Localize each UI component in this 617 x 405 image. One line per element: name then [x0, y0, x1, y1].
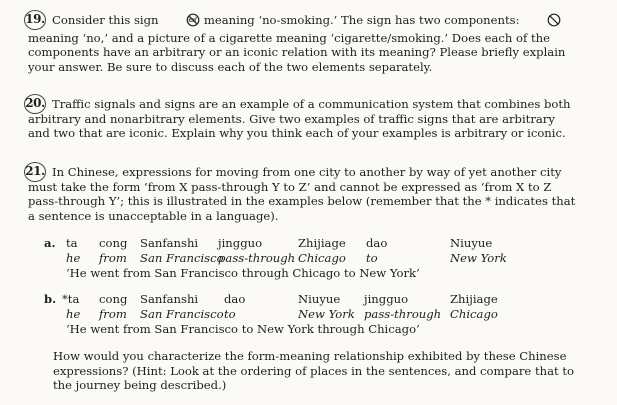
word: Niuyue	[298, 292, 341, 306]
example-b-gloss	[44, 307, 564, 322]
word: Zhijiage	[450, 292, 498, 306]
question-19-text-a: Consider this sign	[52, 13, 159, 27]
example-b-translation: ‘He went from San Francisco to New York through Chicago’	[66, 322, 420, 336]
question-19-text-c: meaning ‘no,’ and a picture of a cigarette meaning ‘cigarette/smoking.’ Does each of the components have an arbitrary or an iconic relation with its meaning? Please briefly explain your answer. Be sure to discuss each of the two elements separately.	[28, 30, 566, 75]
question-19-text-b: meaning ‘no-smoking.’ The sign has two components:	[203, 13, 520, 27]
gloss: to	[366, 251, 378, 265]
gloss: San Francisco	[140, 307, 224, 321]
gloss: Chicago	[450, 307, 498, 321]
question-21-followup	[53, 349, 576, 393]
example-a-chinese	[44, 236, 564, 251]
gloss: to	[224, 307, 236, 321]
question-20	[25, 96, 576, 141]
example-b-label: b.	[44, 292, 57, 306]
word: Zhijiage	[298, 236, 346, 250]
word: Niuyue	[450, 236, 493, 250]
example-b-chinese	[44, 292, 564, 307]
word: jingguo	[364, 292, 409, 306]
gloss: he	[66, 307, 81, 321]
example-a-translation: ‘He went from San Francisco through Chicago to New York’	[66, 266, 420, 280]
gloss: pass-through	[364, 307, 442, 321]
gloss: he	[66, 251, 81, 265]
question-19-text	[28, 13, 576, 75]
word: dao	[224, 292, 246, 306]
question-21	[25, 164, 576, 224]
example-a-gloss	[44, 251, 564, 266]
gloss: Chicago	[298, 251, 346, 265]
gloss: New York	[298, 307, 355, 321]
question-number-19: 19.	[24, 10, 46, 30]
word: dao	[366, 236, 388, 250]
word: cong	[99, 236, 128, 250]
word: ta	[66, 236, 78, 250]
example-a-label: a.	[44, 236, 56, 250]
followup-text: How would you characterize the form-meaning relationship exhibited by these Chinese expressions? (Hint: Look at the ordering of places in the sentences, and compare that to the journey being described.)	[53, 349, 574, 393]
gloss: New York	[450, 251, 507, 265]
word: Sanfanshi	[140, 236, 199, 250]
gloss: from	[99, 307, 127, 321]
no-smoking-icon	[162, 13, 200, 31]
prohibition-circle-icon	[523, 13, 561, 31]
gloss: pass-through	[218, 251, 296, 265]
gloss: from	[99, 251, 127, 265]
question-21-text: In Chinese, expressions for moving from one city to another by way of yet another city must take the form ‘from X pass-through Y to Z’ and cannot be expressed as ‘from X to Z pass-through Y’; this is illustrated in the examples below (remember that the * indicates that a sentence is unacceptable in a language).	[28, 165, 576, 224]
question-19	[25, 12, 576, 75]
question-number-21: 21.	[24, 162, 46, 182]
example-b	[44, 292, 564, 337]
word: Sanfanshi	[140, 292, 199, 306]
word: *ta	[62, 292, 80, 306]
word: jingguo	[218, 236, 263, 250]
question-number-20: 20.	[24, 94, 46, 114]
word: cong	[99, 292, 128, 306]
question-20-text: Traffic signals and signs are an example of a communication system that combines both arbitrary and nonarbitrary elements. Give two examples of traffic signs that are arbitrary and two that are iconic. Explain why you think each of your examples is arbitrary or iconic.	[28, 97, 571, 141]
example-a	[44, 236, 564, 281]
gloss: San Francisco	[140, 251, 224, 265]
